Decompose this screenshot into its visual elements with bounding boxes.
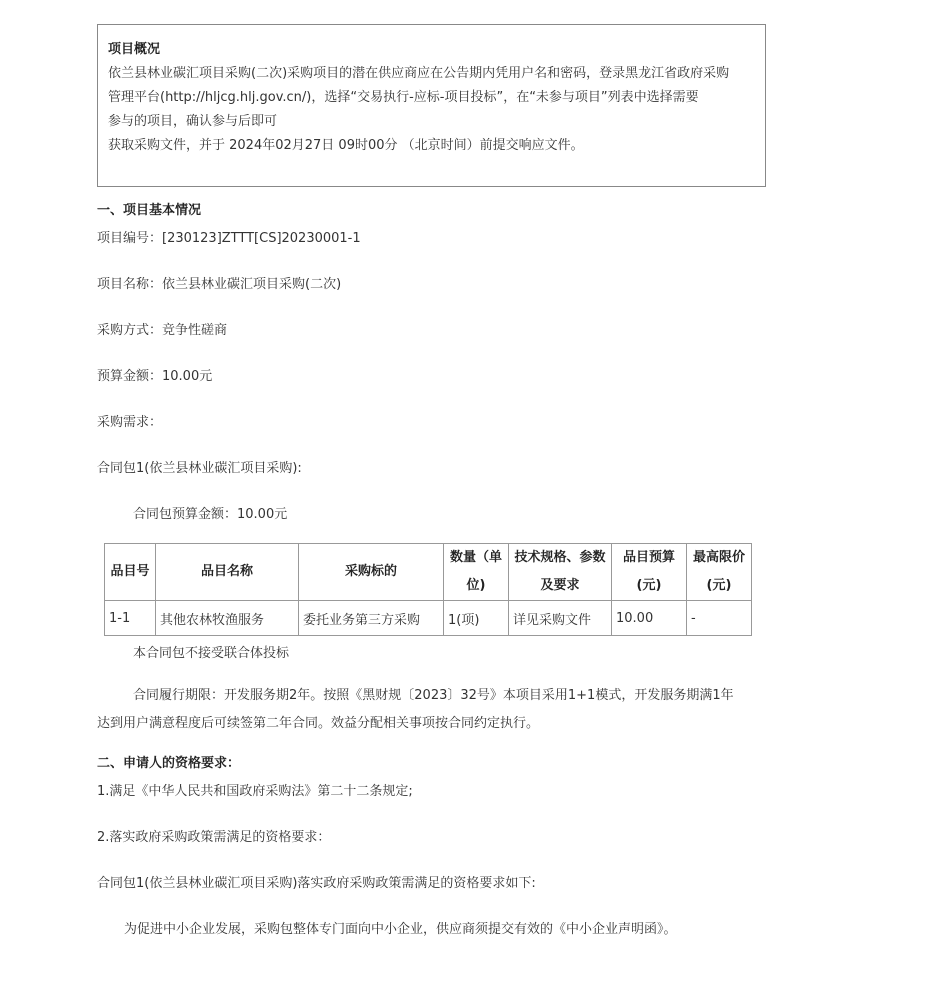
qualification-item-2: 2.落实政府采购政策需满足的资格要求： — [97, 830, 331, 845]
overview-line-4: 获取采购文件，并于 2024年02月27日 09时00分 （北京时间）前提交响应文件。 — [108, 138, 584, 153]
budget-amount: 预算金额：10.00元 — [97, 369, 213, 384]
project-number: 项目编号：[230123]ZTTT[CS]20230001-1 — [97, 231, 361, 246]
header-item-budget: 品目预算 (元) — [612, 544, 687, 601]
project-overview-box — [97, 24, 766, 187]
procurement-requirement: 采购需求： — [97, 415, 163, 430]
header-procurement-subject: 采购标的 — [299, 544, 444, 601]
overview-line-1: 依兰县林业碳汇项目采购(二次)采购项目的潜在供应商应在公告期内凭用户名和密码，登录黑龙江省政府采购 — [108, 66, 730, 81]
sme-requirement: 为促进中小企业发展，采购包整体专门面向中小企业，供应商须提交有效的《中小企业声明函》。 — [124, 922, 677, 937]
header-item-no: 品目号 — [105, 544, 156, 601]
cell-quantity: 1(项) — [444, 601, 509, 636]
cell-item-no: 1-1 — [105, 601, 156, 636]
overview-line-2: 管理平台(http://hljcg.hlj.gov.cn/)，选择“交易执行-应标-项目投标”，在“未参与项目”列表中选择需要 — [108, 90, 699, 105]
table-header-row — [105, 544, 752, 601]
items-table — [104, 543, 752, 636]
cell-specs: 详见采购文件 — [509, 601, 612, 636]
section2-title: 二、申请人的资格要求： — [97, 756, 241, 771]
overview-line-3: 参与的项目，确认参与后即可 — [108, 114, 278, 129]
overview-title: 项目概况 — [108, 42, 161, 57]
project-name: 项目名称：依兰县林业碳汇项目采购(二次) — [97, 277, 342, 292]
section1-title: 一、项目基本情况 — [97, 203, 202, 218]
procurement-method: 采购方式：竞争性磋商 — [97, 323, 228, 338]
header-max-price: 最高限价 (元) — [687, 544, 752, 601]
contract-package: 合同包1(依兰县林业碳汇项目采购): — [97, 461, 302, 476]
header-item-name: 品目名称 — [156, 544, 299, 601]
qualification-item-1: 1.满足《中华人民共和国政府采购法》第二十二条规定; — [97, 784, 413, 799]
table-row — [105, 601, 752, 636]
contract-period-line-1: 合同履行期限：开发服务期2年。按照《黑财规〔2023〕32号》本项目采用1+1模式，开发服务期满1年 — [133, 688, 734, 703]
no-consortium-note: 本合同包不接受联合体投标 — [133, 646, 290, 661]
header-specs: 技术规格、参数 及要求 — [509, 544, 612, 601]
header-quantity: 数量（单 位) — [444, 544, 509, 601]
cell-item-budget: 10.00 — [612, 601, 687, 636]
cell-max-price: - — [687, 601, 752, 636]
cell-procurement-subject: 委托业务第三方采购 — [299, 601, 444, 636]
contract-period-line-2: 达到用户满意程度后可续签第二年合同。效益分配相关事项按合同约定执行。 — [97, 716, 540, 731]
cell-item-name: 其他农林牧渔服务 — [156, 601, 299, 636]
announcement-document — [97, 24, 777, 942]
package-qualification: 合同包1(依兰县林业碳汇项目采购)落实政府采购政策需满足的资格要求如下: — [97, 876, 536, 891]
package-budget: 合同包预算金额：10.00元 — [133, 507, 288, 522]
